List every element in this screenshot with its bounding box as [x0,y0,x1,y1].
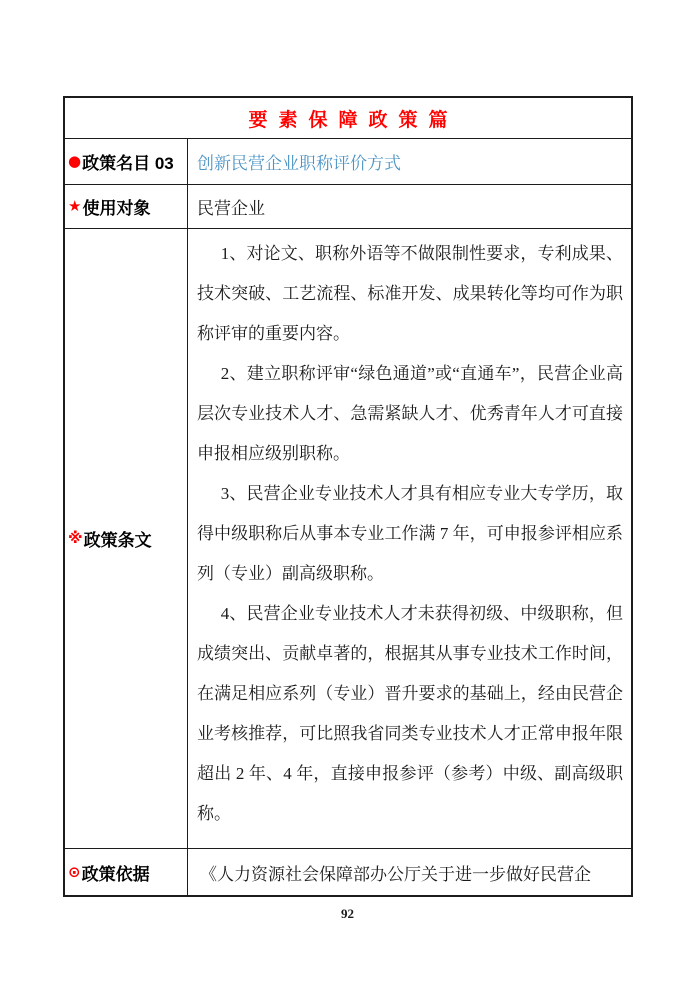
clause-paragraph-2: 2、建立职称评审“绿色通道”或“直通车”，民营企业高层次专业技术人才、急需紧缺人才、优秀青年人才可直接申报相应级别职称。 [197,364,623,463]
red-dot-icon: ● [68,152,82,170]
policy-name-label-cell [65,139,188,184]
star-icon: ★ [68,197,82,215]
policy-name-label: 政策名目 03 [82,154,174,173]
table-row-policy-clauses [65,229,631,849]
policy-clauses-label-cell [65,229,188,848]
policy-clauses-label: 政策条文 [83,531,152,550]
policy-basis-value: 《人力资源社会保障部办公厅关于进一步做好民营企 [200,864,591,884]
policy-name-value: 创新民营企业职称评价方式 [197,154,401,173]
target-audience-label-cell [65,185,188,228]
target-audience-value: 民营企业 [197,199,265,218]
policy-clauses-value-cell [188,229,631,848]
circled-dot-icon: ⊙ [68,862,81,881]
page-number: 92 [341,906,354,921]
target-audience-value-cell [188,185,631,228]
policy-basis-label: 政策依据 [81,864,150,884]
table-row-target-audience [65,185,631,229]
table-header-row [65,98,631,139]
policy-basis-label-cell [65,849,188,895]
policy-name-value-cell [188,139,631,184]
table-row-policy-basis [65,849,631,895]
clause-paragraph-3: 3、民营企业专业技术人才具有相应专业大专学历，取得中级职称后从事本专业工作满 7 年，可申报参评相应系列（专业）副高级职称。 [197,484,623,583]
clause-paragraph-1: 1、对论文、职称外语等不做限制性要求，专利成果、技术突破、工艺流程、标准开发、成果转化等均可作为职称评审的重要内容。 [197,244,623,343]
table-row-policy-name [65,139,631,185]
clause-paragraph-4: 4、民营企业专业技术人才未获得初级、中级职称，但成绩突出、贡献卓著的，根据其从事专业技术工作时间，在满足相应系列（专业）晋升要求的基础上，经由民营企业考核推荐，可比照我省同类专业技术人才正常申报年限超出 2 年、4 年，直接申报参评（参考）中级、副高级职称。 [197,604,623,823]
policy-basis-value-cell [188,849,631,895]
table-title: 要素保障政策篇 [248,109,459,131]
policy-table [63,96,633,897]
reference-mark-icon: ※ [68,529,83,547]
target-audience-label: 使用对象 [82,199,151,218]
